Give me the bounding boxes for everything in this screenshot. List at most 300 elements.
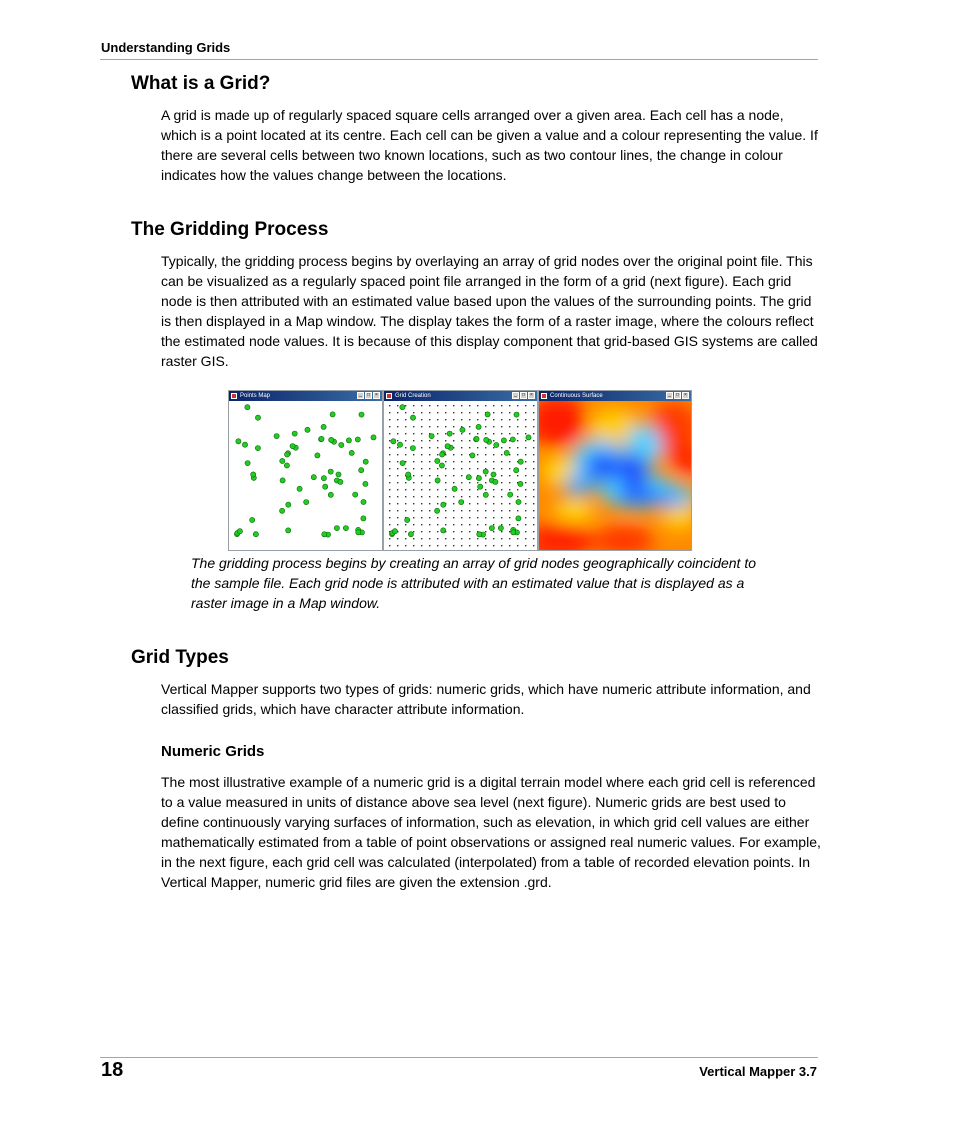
grid-node <box>453 433 454 434</box>
sample-point <box>349 450 354 455</box>
grid-node <box>477 419 478 420</box>
grid-node <box>389 482 390 483</box>
grid-node <box>437 517 438 518</box>
grid-node <box>525 482 526 483</box>
grid-node <box>509 531 510 532</box>
grid-node <box>397 433 398 434</box>
grid-node <box>477 454 478 455</box>
grid-node <box>437 405 438 406</box>
grid-node <box>453 475 454 476</box>
grid-node <box>453 517 454 518</box>
grid-node <box>517 524 518 525</box>
sample-point <box>466 475 471 480</box>
sample-point <box>504 450 509 455</box>
paragraph-grid-types: Vertical Mapper supports two types of grids: numeric grids, which have numeric attribute information, and classified grids, which have character attribute information. <box>161 681 811 717</box>
sample-point <box>485 412 490 417</box>
grid-node <box>389 489 390 490</box>
grid-node <box>437 440 438 441</box>
grid-node <box>453 545 454 546</box>
grid-node <box>493 433 494 434</box>
grid-node <box>405 510 406 511</box>
grid-node <box>485 510 486 511</box>
sample-point <box>435 478 440 483</box>
grid-node <box>437 419 438 420</box>
sample-point <box>514 412 519 417</box>
grid-node <box>501 468 502 469</box>
grid-node <box>533 454 534 455</box>
grid-node <box>437 545 438 546</box>
grid-node <box>389 447 390 448</box>
grid-node <box>469 440 470 441</box>
grid-node <box>413 440 414 441</box>
grid-node <box>413 496 414 497</box>
grid-node <box>453 538 454 539</box>
grid-node <box>477 447 478 448</box>
grid-node <box>429 426 430 427</box>
sample-point <box>405 517 410 522</box>
grid-node <box>533 461 534 462</box>
grid-node <box>509 510 510 511</box>
sample-point <box>305 427 310 432</box>
grid-node <box>453 524 454 525</box>
sample-point <box>511 530 516 535</box>
maximize-button[interactable]: □ <box>366 392 371 398</box>
grid-node <box>429 524 430 525</box>
grid-node <box>501 405 502 406</box>
grid-node <box>389 517 390 518</box>
grid-node <box>485 545 486 546</box>
grid-node <box>485 419 486 420</box>
grid-node <box>501 496 502 497</box>
grid-node <box>509 503 510 504</box>
grid-node <box>453 482 454 483</box>
grid-node <box>405 405 406 406</box>
heading-what-is-grid: What is a Grid? <box>131 73 271 94</box>
sample-point <box>334 526 339 531</box>
grid-node <box>469 503 470 504</box>
grid-node <box>485 447 486 448</box>
sample-point <box>328 492 333 497</box>
grid-node <box>397 489 398 490</box>
grid-node <box>421 545 422 546</box>
grid-node <box>469 531 470 532</box>
grid-node <box>509 405 510 406</box>
sample-point <box>435 508 440 513</box>
grid-node <box>421 412 422 413</box>
grid-node <box>413 426 414 427</box>
sample-point <box>474 436 479 441</box>
grid-node <box>485 461 486 462</box>
sample-point <box>441 528 446 533</box>
sample-point <box>489 526 494 531</box>
sample-point <box>253 532 258 537</box>
grid-node <box>493 461 494 462</box>
grid-node <box>501 531 502 532</box>
grid-node <box>405 545 406 546</box>
close-button[interactable]: × <box>682 392 689 399</box>
grid-node <box>525 433 526 434</box>
sample-point <box>338 479 343 484</box>
grid-node <box>469 489 470 490</box>
sample-point <box>322 532 327 537</box>
grid-node <box>485 538 486 539</box>
grid-node <box>461 447 462 448</box>
grid-node <box>445 419 446 420</box>
grid-node <box>469 412 470 413</box>
sample-point <box>328 469 333 474</box>
grid-node <box>493 419 494 420</box>
grid-node <box>525 510 526 511</box>
grid-node <box>461 524 462 525</box>
grid-node <box>397 545 398 546</box>
grid-node <box>397 510 398 511</box>
grid-node <box>509 419 510 420</box>
grid-node <box>429 468 430 469</box>
grid-node <box>429 489 430 490</box>
close-button[interactable]: × <box>528 392 535 399</box>
sample-point <box>501 438 506 443</box>
grid-node <box>445 489 446 490</box>
grid-node <box>405 538 406 539</box>
footer-rule <box>100 1057 818 1058</box>
grid-node <box>533 447 534 448</box>
grid-node <box>501 524 502 525</box>
grid-node <box>429 447 430 448</box>
minimize-button[interactable]: _ <box>357 392 364 399</box>
grid-node <box>445 510 446 511</box>
grid-node <box>501 510 502 511</box>
grid-node <box>533 468 534 469</box>
maximize-button[interactable]: □ <box>521 392 526 398</box>
sample-point <box>292 431 297 436</box>
sample-point <box>397 442 402 447</box>
grid-node <box>525 496 526 497</box>
grid-node <box>485 405 486 406</box>
grid-node <box>461 545 462 546</box>
grid-node <box>437 531 438 532</box>
grid-node <box>469 545 470 546</box>
sample-point <box>371 435 376 440</box>
sample-point <box>510 437 515 442</box>
sample-point <box>400 461 405 466</box>
grid-node <box>533 405 534 406</box>
grid-node <box>397 538 398 539</box>
grid-node <box>461 482 462 483</box>
sample-point <box>245 461 250 466</box>
sample-point <box>245 405 250 410</box>
grid-node <box>389 433 390 434</box>
grid-node <box>469 468 470 469</box>
figure-caption: The gridding process begins by creating an array of grid nodes geographically coincident to the sample file. Each grid node is attributed with an estimated value that is displayed as a raster image in a Map window. <box>191 555 757 611</box>
grid-node <box>445 405 446 406</box>
sample-point <box>336 472 341 477</box>
grid-node <box>533 412 534 413</box>
grid-node <box>509 426 510 427</box>
sample-point <box>460 427 465 432</box>
grid-node <box>413 503 414 504</box>
sample-point <box>445 444 450 449</box>
grid-node <box>477 461 478 462</box>
grid-node <box>517 510 518 511</box>
grid-node <box>389 440 390 441</box>
grid-node <box>493 412 494 413</box>
grid-node <box>525 489 526 490</box>
heading-grid-types: Grid Types <box>131 647 229 668</box>
grid-node <box>485 475 486 476</box>
grid-node <box>493 496 494 497</box>
grid-node <box>517 538 518 539</box>
grid-node <box>525 412 526 413</box>
grid-node <box>421 538 422 539</box>
grid-node <box>413 482 414 483</box>
grid-node <box>389 510 390 511</box>
sample-point <box>321 424 326 429</box>
grid-node <box>509 517 510 518</box>
grid-node <box>509 538 510 539</box>
sample-point <box>476 476 481 481</box>
grid-node <box>493 454 494 455</box>
grid-node <box>477 524 478 525</box>
grid-node <box>421 531 422 532</box>
grid-node <box>437 503 438 504</box>
sample-point <box>483 469 488 474</box>
points-map-canvas <box>229 401 382 550</box>
grid-node <box>469 517 470 518</box>
grid-node <box>461 433 462 434</box>
grid-node <box>509 468 510 469</box>
grid-node <box>445 412 446 413</box>
grid-node <box>389 503 390 504</box>
grid-node <box>429 412 430 413</box>
grid-node <box>485 433 486 434</box>
grid-node <box>493 524 494 525</box>
sample-point <box>435 458 440 463</box>
grid-node <box>485 482 486 483</box>
grid-creation-canvas <box>384 401 537 550</box>
sample-point <box>359 412 364 417</box>
grid-node <box>413 489 414 490</box>
grid-node <box>429 475 430 476</box>
window-titlebar <box>539 391 691 401</box>
grid-node <box>453 496 454 497</box>
grid-node <box>501 489 502 490</box>
sample-point <box>321 476 326 481</box>
sample-point <box>477 532 482 537</box>
grid-node <box>445 482 446 483</box>
grid-node <box>533 489 534 490</box>
grid-node <box>437 475 438 476</box>
grid-node <box>421 454 422 455</box>
grid-node <box>429 440 430 441</box>
grid-node <box>477 510 478 511</box>
header-rule <box>100 59 818 60</box>
grid-node <box>461 440 462 441</box>
grid-node <box>485 503 486 504</box>
sample-point <box>329 437 334 442</box>
continuous-surface-raster <box>539 401 691 550</box>
grid-node <box>477 489 478 490</box>
window-title: Continuous Surface <box>550 393 603 399</box>
grid-node <box>389 475 390 476</box>
sample-point <box>353 492 358 497</box>
grid-node <box>397 405 398 406</box>
paragraph-gridding-process: Typically, the gridding process begins by overlaying an array of grid nodes over the original point file. This can be visualized as a regularly spaced point file arranged in the form of a grid (next figure). Each grid node is then attributed with an estimated value based upon the values of the surrounding points. The grid is then displayed in a Map window. The display takes the form of a raster image, where the colours reflect the estimated node values. It is because of this display component that grid-based GIS systems are called raster GIS. <box>161 253 818 369</box>
grid-node <box>437 524 438 525</box>
sample-point <box>286 528 291 533</box>
grid-node <box>461 489 462 490</box>
sample-point <box>452 486 457 491</box>
grid-node <box>501 538 502 539</box>
grid-node <box>437 454 438 455</box>
points-map-window <box>228 390 383 551</box>
grid-node <box>389 538 390 539</box>
grid-node <box>445 440 446 441</box>
grid-node <box>533 524 534 525</box>
grid-node <box>469 405 470 406</box>
grid-node <box>445 496 446 497</box>
paragraph-what-is-grid: A grid is made up of regularly spaced square cells arranged over a given area. Each cell has a node, which is a point located at its centre. Each cell can be given a value and a colour representing the value. If there are several cells between two known locations, such as two contour lines, the change in colour indicates how the values change between the locations. <box>161 107 818 183</box>
grid-node <box>509 475 510 476</box>
window-titlebar <box>384 391 537 401</box>
grid-node <box>493 447 494 448</box>
sample-point <box>304 500 309 505</box>
grid-node <box>509 461 510 462</box>
sample-point <box>526 435 531 440</box>
grid-node <box>525 419 526 420</box>
grid-node <box>421 517 422 518</box>
grid-node <box>445 461 446 462</box>
grid-node <box>421 475 422 476</box>
grid-node <box>525 440 526 441</box>
grid-node <box>453 531 454 532</box>
grid-node <box>445 538 446 539</box>
grid-node <box>389 461 390 462</box>
sample-point <box>250 517 255 522</box>
grid-node <box>533 482 534 483</box>
grid-node <box>477 503 478 504</box>
grid-node <box>421 510 422 511</box>
sample-point <box>439 463 444 468</box>
grid-node <box>453 412 454 413</box>
grid-node <box>397 419 398 420</box>
grid-node <box>389 419 390 420</box>
grid-node <box>493 426 494 427</box>
grid-node <box>413 531 414 532</box>
heading-numeric-grids: Numeric Grids <box>161 743 265 760</box>
grid-node <box>517 405 518 406</box>
grid-node <box>509 412 510 413</box>
minimize-button[interactable]: _ <box>512 392 519 399</box>
grid-node <box>461 538 462 539</box>
grid-node <box>477 538 478 539</box>
grid-node <box>429 531 430 532</box>
sample-point <box>470 453 475 458</box>
grid-node <box>413 538 414 539</box>
grid-node <box>493 468 494 469</box>
grid-node <box>525 475 526 476</box>
grid-node <box>509 545 510 546</box>
grid-node <box>453 426 454 427</box>
sample-point <box>343 526 348 531</box>
grid-node <box>413 510 414 511</box>
grid-node <box>429 482 430 483</box>
grid-node <box>525 545 526 546</box>
grid-node <box>493 538 494 539</box>
minimize-button[interactable]: _ <box>666 392 673 399</box>
grid-node <box>461 468 462 469</box>
sample-point <box>280 458 285 463</box>
grid-node <box>421 419 422 420</box>
sample-point <box>459 500 464 505</box>
grid-node <box>469 461 470 462</box>
grid-node <box>437 496 438 497</box>
grid-node <box>429 510 430 511</box>
sample-point <box>391 439 396 444</box>
sample-point <box>408 532 413 537</box>
sample-point <box>392 529 397 534</box>
sample-point <box>498 526 503 531</box>
grid-node <box>501 545 502 546</box>
grid-node <box>533 426 534 427</box>
grid-node <box>413 461 414 462</box>
grid-node <box>389 545 390 546</box>
grid-node <box>461 496 462 497</box>
grid-node <box>405 419 406 420</box>
grid-node <box>437 412 438 413</box>
grid-node <box>501 433 502 434</box>
grid-node <box>421 433 422 434</box>
grid-node <box>429 496 430 497</box>
grid-node <box>413 545 414 546</box>
sample-point <box>330 412 335 417</box>
sample-point <box>319 436 324 441</box>
grid-node <box>477 496 478 497</box>
grid-node <box>533 475 534 476</box>
grid-node <box>501 503 502 504</box>
grid-node <box>517 475 518 476</box>
close-button[interactable]: × <box>373 392 380 399</box>
grid-node <box>533 503 534 504</box>
grid-node <box>453 454 454 455</box>
grid-node <box>437 538 438 539</box>
sample-point <box>518 459 523 464</box>
running-header: Understanding Grids <box>101 40 231 55</box>
sample-point <box>491 472 496 477</box>
grid-node <box>469 426 470 427</box>
grid-node <box>469 419 470 420</box>
grid-node <box>533 440 534 441</box>
grid-node <box>509 447 510 448</box>
grid-node <box>461 517 462 518</box>
grid-node <box>453 503 454 504</box>
grid-node <box>453 468 454 469</box>
grid-node <box>469 447 470 448</box>
grid-node <box>437 433 438 434</box>
footer-product-name: Vertical Mapper 3.7 <box>699 1064 817 1079</box>
grid-node <box>517 426 518 427</box>
sample-point <box>251 472 256 477</box>
grid-node <box>429 545 430 546</box>
grid-node <box>445 475 446 476</box>
grid-node <box>421 447 422 448</box>
grid-node <box>421 440 422 441</box>
grid-node <box>469 524 470 525</box>
maximize-button[interactable]: □ <box>675 392 680 398</box>
grid-node <box>397 447 398 448</box>
grid-node <box>397 426 398 427</box>
sample-point <box>359 468 364 473</box>
grid-node <box>405 440 406 441</box>
